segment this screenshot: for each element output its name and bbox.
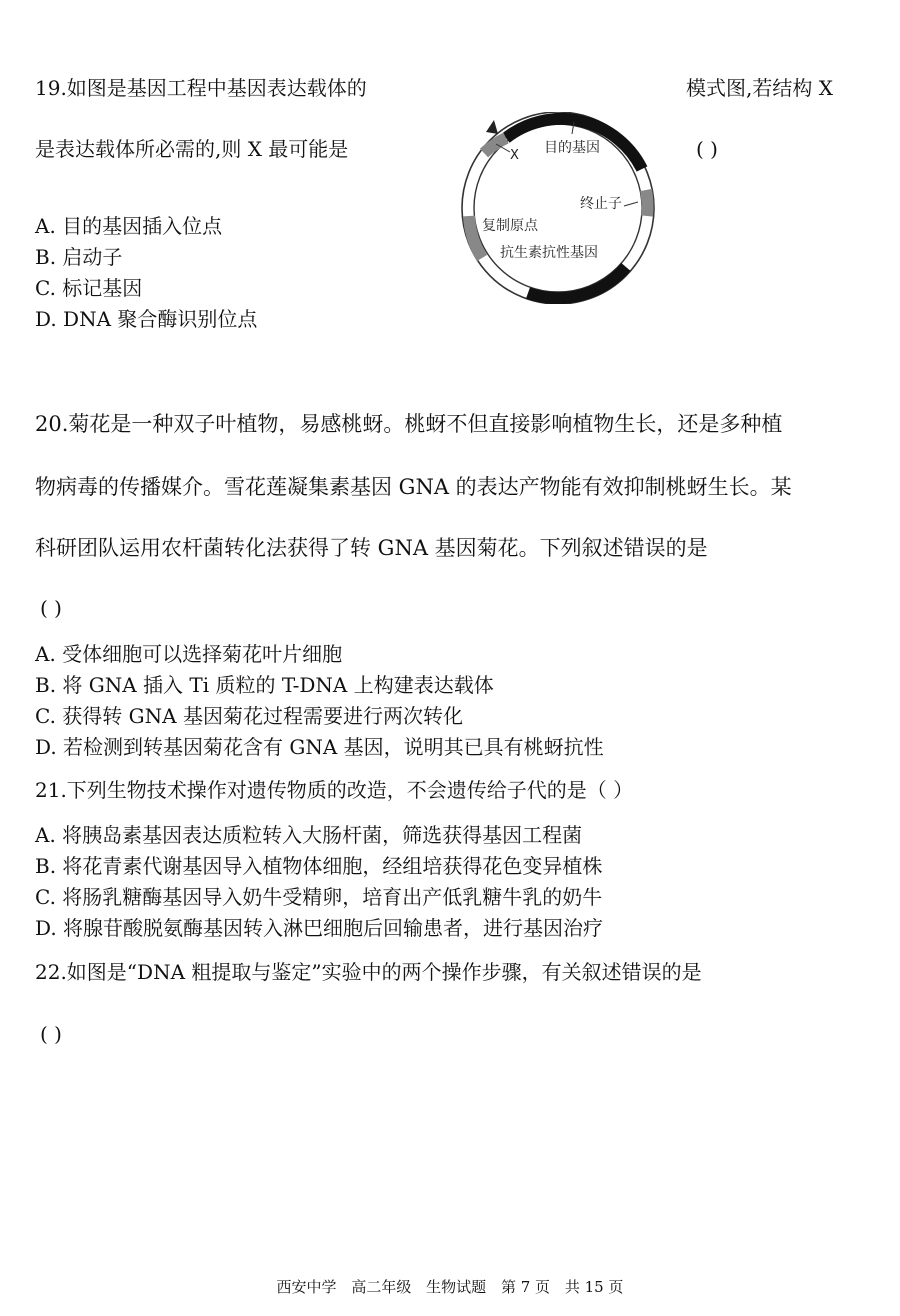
q20-option-a: A. 受体细胞可以选择菊花叶片细胞 [35, 642, 343, 666]
terminator-segment [646, 190, 648, 216]
terminator-label: 终止子 [580, 196, 622, 212]
q19-option-b: B. 启动子 [35, 245, 123, 269]
q22-stem: 22.如图是“DNA 粗提取与鉴定”实验中的两个操作步骤，有关叙述错误的是 [35, 960, 702, 984]
origin-label: 复制原点 [482, 218, 538, 234]
q20-answer-paren: ( ) [40, 596, 62, 620]
origin-segment [469, 216, 482, 258]
x-label: X [510, 148, 519, 163]
antibiotic-gene-segment [528, 267, 626, 298]
q20-stem-line3: 科研团队运用农杆菌转化法获得了转 GNA 基因菊花。下列叙述错误的是 [35, 536, 708, 560]
q21-option-d: D. 将腺苷酸脱氨酶基因转入淋巴细胞后回输患者，进行基因治疗 [35, 916, 604, 940]
footer-total: 共 15 页 [564, 1278, 624, 1296]
q19-option-c: C. 标记基因 [35, 276, 143, 300]
q20-stem-line2: 物病毒的传播媒介。雪花莲凝集素基因 GNA 的表达产物能有效抑制桃蚜生长。某 [35, 475, 792, 499]
target-gene-label: 目的基因 [544, 140, 600, 156]
footer-school: 西安中学 [276, 1278, 337, 1296]
footer-page: 第 7 页 [500, 1278, 551, 1296]
q19-stem-line1-right: 模式图,若结构 X [686, 76, 833, 100]
page-footer [0, 1276, 900, 1297]
q20-option-d: D. 若检测到转基因菊花含有 GNA 基因，说明其已具有桃蚜抗性 [35, 735, 604, 759]
q21-option-a: A. 将胰岛素基因表达质粒转入大肠杆菌，筛选获得基因工程菌 [35, 823, 583, 847]
direction-arrow-icon [486, 120, 498, 134]
q21-option-c: C. 将肠乳糖酶基因导入奶牛受精卵，培育出产低乳糖牛乳的奶牛 [35, 885, 603, 909]
footer-grade: 高二年级 [351, 1278, 412, 1296]
q19-answer-paren: ( ) [696, 137, 718, 161]
x-segment [484, 138, 506, 153]
q19-option-d: D. DNA 聚合酶识别位点 [35, 307, 258, 331]
q19-option-a: A. 目的基因插入位点 [35, 214, 223, 238]
footer-subject: 生物试题 [426, 1278, 487, 1296]
q20-option-c: C. 获得转 GNA 基因菊花过程需要进行两次转化 [35, 704, 463, 728]
q19-stem-line1-left: 19.如图是基因工程中基因表达载体的 [35, 76, 367, 100]
q21-stem: 21.下列生物技术操作对遗传物质的改造，不会遗传给子代的是（ ） [35, 778, 634, 802]
q20-stem-line1: 20.菊花是一种双子叶植物，易感桃蚜。桃蚜不但直接影响植物生长，还是多种植 [35, 412, 783, 436]
q22-answer-paren: ( ) [40, 1022, 62, 1046]
q21-option-b: B. 将花青素代谢基因导入植物体细胞，经组培获得花色变异植株 [35, 854, 603, 878]
plasmid-diagram [448, 112, 670, 304]
q19-stem-line2: 是表达载体所必需的,则 X 最可能是 [35, 137, 349, 161]
antibiotic-gene-label: 抗生素抗性基因 [500, 245, 598, 261]
q20-option-b: B. 将 GNA 插入 Ti 质粒的 T-DNA 上构建表达载体 [35, 673, 494, 697]
